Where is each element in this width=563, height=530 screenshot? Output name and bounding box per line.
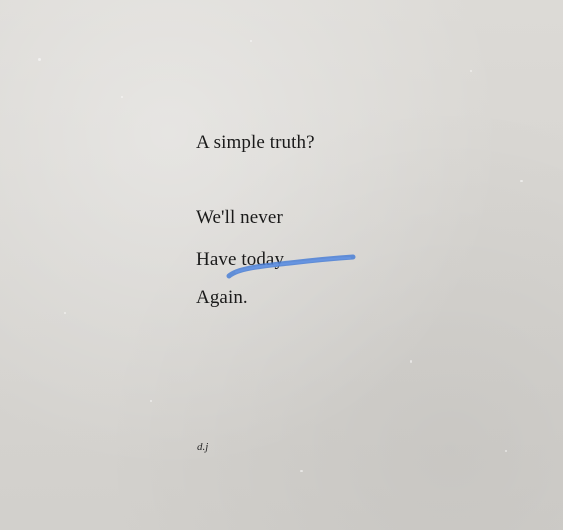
paper-speck: [38, 58, 41, 61]
paper-speck: [121, 96, 123, 98]
poem-line-1: We'll never: [196, 207, 283, 228]
poem-line-3: Again.: [196, 287, 248, 308]
signature: d.j: [197, 441, 209, 453]
paper-speck: [300, 470, 303, 472]
poem-title: A simple truth?: [196, 132, 315, 153]
paper-speck: [505, 450, 507, 452]
paper-speck: [64, 312, 66, 314]
paper-speck: [520, 180, 523, 182]
paper-speck: [150, 400, 152, 402]
paper-speck: [250, 40, 252, 42]
poem-line-2: Have today: [196, 249, 285, 270]
paper-speck: [410, 360, 412, 363]
paper-speck: [470, 70, 472, 72]
